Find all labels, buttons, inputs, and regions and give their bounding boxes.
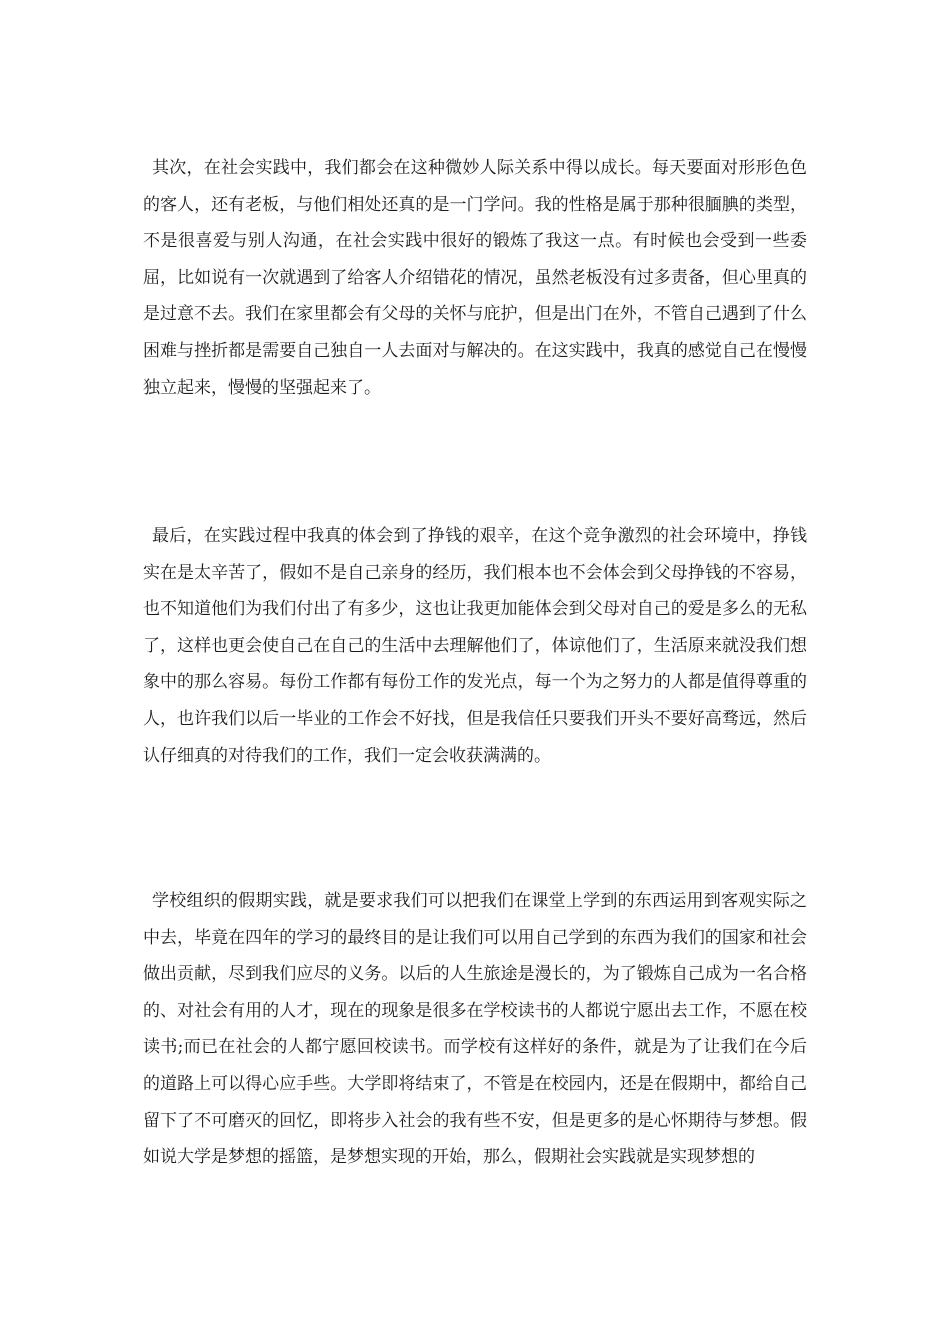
paragraph-school-practice: 学校组织的假期实践，就是要求我们可以把我们在课堂上学到的东西运用到客观实际之中去，毕竟在四年的学习的最终目的是让我们可以用自己学到的东西为我们的国家和社会做出贡献，尽到我们应尽的义务。以后的人生旅途是漫长的，为了锻炼自己成为一名合格的、对社会有用的人才，现在的现象是很多在学校读书的人都说宁愿出去工作，不愿在校读书;而已在社会的人都宁愿回校读书。而学校有这样好的条件，就是为了让我们在今后的道路上可以得心应手些。大学即将结束了，不管是在校园内，还是在假期中，都给自己留下了不可磨灭的回忆，即将步入社会的我有些不安，但是更多的是心怀期待与梦想。假如说大学是梦想的摇篮，是梦想实现的开始，那么，假期社会实践就是实现梦想的 xyxy=(143,891,807,1168)
paragraph-earning-hardship: 最后，在实践过程中我真的体会到了挣钱的艰辛，在这个竞争激烈的社会环境中，挣钱实在是太辛苦了，假如不是自己亲身的经历，我们根本也不会体会到父母挣钱的不容易，也不知道他们为我们付出了有多少，这也让我更加能体会到父母对自己的爱是多么的无私了，这样也更会使自己在自己的生活中去理解他们了，体谅他们了，生活原来就没我们想象中的那么容易。每份工作都有每份工作的发光点，每一个为之努力的人都是值得尊重的人，也许我们以后一毕业的工作会不好找，但是我信任只要我们开头不要好高骛远，然后认仔细真的对待我们的工作，我们一定会收获满满的。 xyxy=(143,526,807,766)
paragraph-social-growth: 其次，在社会实践中，我们都会在这种微妙人际关系中得以成长。每天要面对形形色色的客人，还有老板，与他们相处还真的是一门学问。我的性格是属于那种很腼腆的类型，不是很喜爱与别人沟通，在社会实践中很好的锻炼了我这一点。有时候也会受到一些委屈，比如说有一次就遇到了给客人介绍错花的情况，虽然老板没有过多责备，但心里真的是过意不去。我们在家里都会有父母的关怀与庇护，但是出门在外，不管自己遇到了什么困难与挫折都是需要自己独自一人去面对与解决的。在这实践中，我真的感觉自己在慢慢独立起来，慢慢的坚强起来了。 xyxy=(143,158,807,398)
